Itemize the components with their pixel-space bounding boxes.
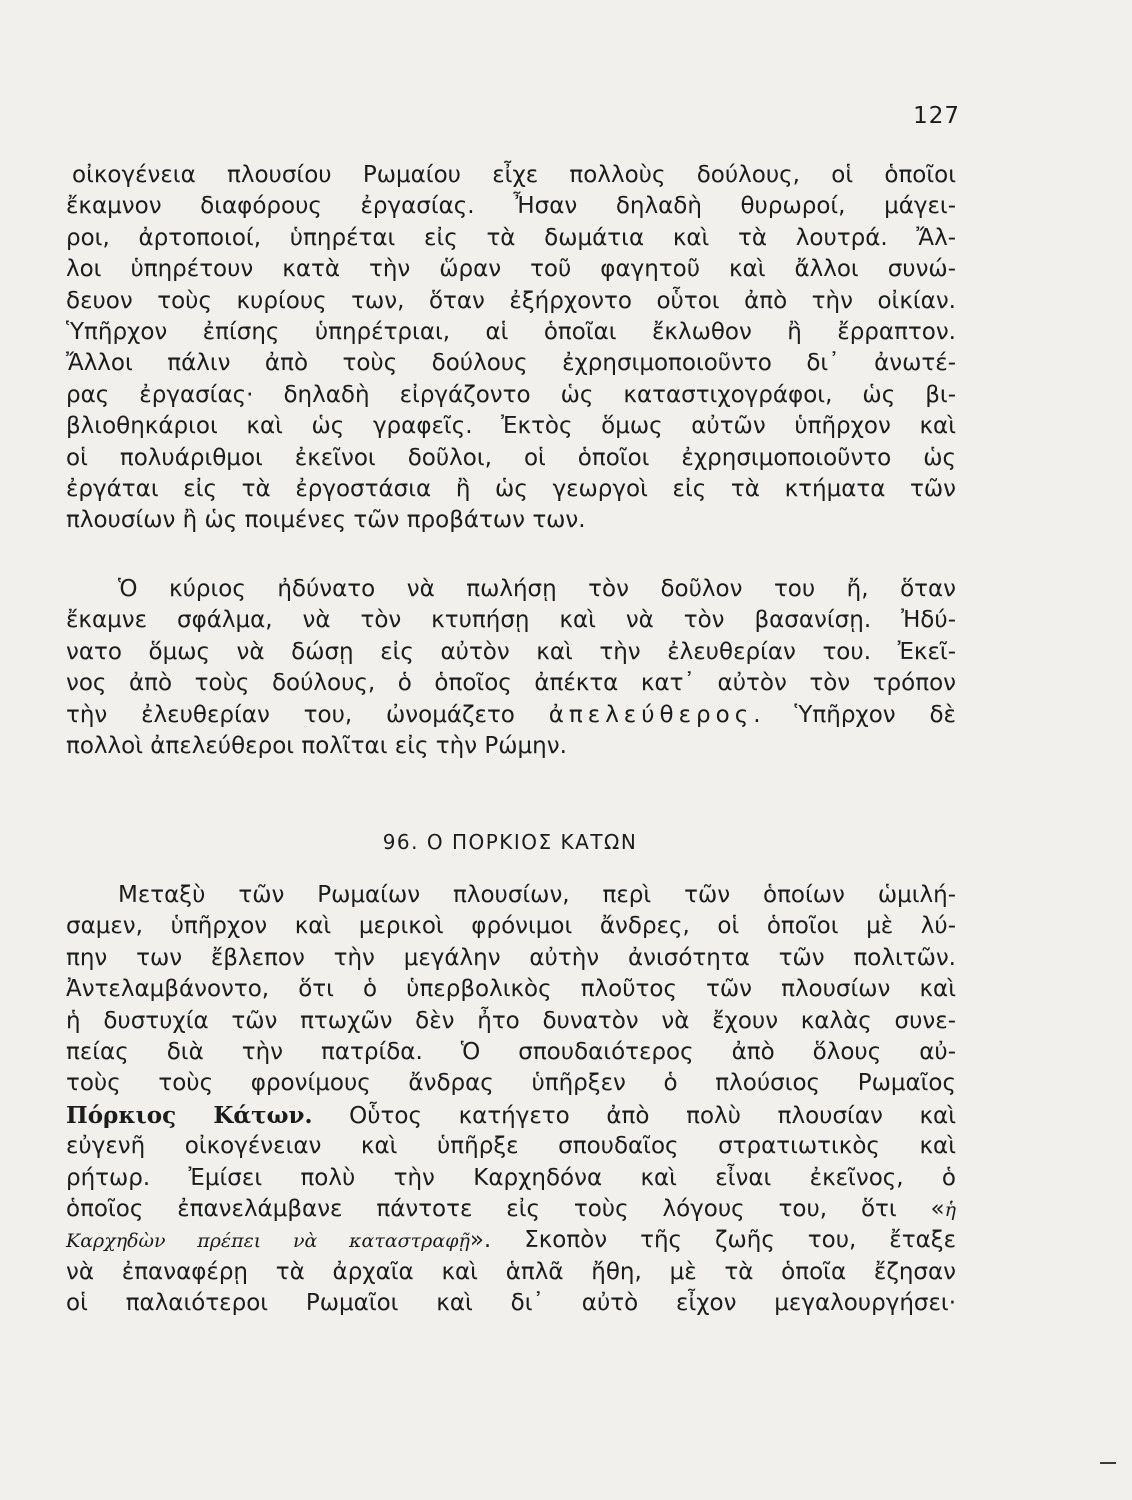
text-line: ἔκαμνον διαφόρους ἐργασίας. Ἦσαν δηλαδὴ θυρωροί, μάγει- [66,193,956,220]
text-run: ὁποῖος ἐπανελάμβανε πάντοτε εἰς τοὺς λόγους του, ὅτι « [66,1195,945,1222]
text-line: πολλοὶ ἀπελεύθεροι πολῖται εἰς τὴν Ρώμην. [66,732,567,759]
paragraph-porcius-cato [66,880,956,1319]
text-line: οἱ παλαιότεροι Ρωμαῖοι καὶ δι᾽ αὐτὸ εἶχον μεγαλουργήσει· [66,1290,956,1317]
text-line: εὐγενῆ οἰκογένειαν καὶ ὑπῆρξε σπουδαῖος στρατιωτικὸς καὶ [66,1133,956,1160]
text-line: Ὑπῆρχον ἐπίσης ὑπηρέτριαι, αἱ ὁποῖαι ἔκλωθον ἢ ἔρραπτον. [66,318,956,345]
text-line: ἐργάται εἰς τὰ ἐργοστάσια ἢ ὡς γεωργοὶ εἰς τὰ κτήματα τῶν [66,475,956,502]
text-line: οἱ πολυάριθμοι ἐκεῖνοι δοῦλοι, οἱ ὁποῖοι ἐχρησιμοποιοῦντο ὡς [66,444,956,471]
spaced-term: ἀπελεύθερος [548,701,754,728]
text-line: νος ἀπὸ τοὺς δούλους, ὁ ὁποῖος ἀπέκτα κατ᾽ αὐτὸν τὸν τρόπον [66,670,956,697]
text-line: Μεταξὺ τῶν Ρωμαίων πλουσίων, περὶ τῶν ὁποίων ὡμιλή- [118,882,956,908]
italic-quote: ἡ [944,1198,956,1221]
text-line: ρήτωρ. Ἐμίσει πολὺ τὴν Καρχηδόνα καὶ εἶναι ἐκεῖνος, ὁ [66,1164,956,1191]
text-line: Ἀντελαμβάνοντο, ὅτι ὁ ὑπερβολικὸς πλοῦτος τῶν πλουσίων καὶ [66,976,956,1003]
paragraph-freedmen [66,574,956,762]
text-line [66,1100,956,1131]
text-line: Ὁ κύριος ἠδύνατο νὰ πωλήσῃ τὸν δοῦλον του ἤ, ὅταν [118,576,956,602]
text-line: ροι, ἀρτοποιοί, ὑπηρέται εἰς τὰ δωμάτια καὶ τὰ λουτρά. Ἄλ- [66,224,956,251]
text-line: πλουσίων ἢ ὡς ποιμένες τῶν προβάτων των. [66,507,586,534]
text-run: . Ὑπῆρχον δὲ [753,701,956,728]
text-line: οἰκογένεια πλουσίου Ρωμαίου εἶχε πολλοὺς δούλους, οἱ ὁποῖοι [72,162,956,188]
page-number: 127 [913,103,960,129]
text-line [66,1225,956,1256]
text-line: Ἄλλοι πάλιν ἀπὸ τοὺς δούλους ἐχρησιμοποιοῦντο δι᾽ ἀνωτέ- [66,350,956,377]
text-line: ἡ δυστυχία τῶν πτωχῶν δὲν ἦτο δυνατὸν νὰ ἔχουν καλὰς συνε- [66,1007,956,1034]
text-line: πείας διὰ τὴν πατρίδα. Ὁ σπουδαιότερος ἀπὸ ὅλους αὐ- [66,1038,956,1065]
text-run: ». Σκοπὸν τῆς ζωῆς του, ἔταξε [469,1227,957,1254]
text-line: πην των ἔβλεπον τὴν μεγάλην αὐτὴν ἀνισότητα τῶν πολιτῶν. [66,944,956,971]
text-line: ρας ἐργασίας· δηλαδὴ εἰργάζοντο ὡς καταστιχογράφοι, ὡς βι- [66,381,956,408]
text-line: ἔκαμνε σφάλμα, νὰ τὸν κτυπήσῃ καὶ νὰ τὸν βασανίσῃ. Ἠδύ- [66,607,956,634]
text-line [66,700,956,731]
text-line: νατο ὅμως νὰ δώσῃ εἰς αὐτὸν καὶ τὴν ἐλευθερίαν του. Ἐκεῖ- [66,638,956,665]
person-name-bold: Πόρκιος Κάτων. [66,1101,313,1129]
text-line: βλιοθηκάριοι καὶ ὡς γραφεῖς. Ἐκτὸς ὅμως αὐτῶν ὑπῆρχον καὶ [66,413,956,440]
text-line: νὰ ἐπαναφέρῃ τὰ ἀρχαῖα καὶ ἁπλᾶ ἤθη, μὲ τὰ ὁποῖα ἔζησαν [66,1258,956,1285]
text-run: Οὗτος κατήγετο ἀπὸ πολὺ πλουσίαν καὶ [312,1102,956,1129]
scan-mark [1100,1462,1116,1464]
text-line [66,1194,956,1225]
paragraph-slaves-duties [66,160,956,537]
section-heading: 96. Ο ΠΟΡΚΙΟΣ ΚΑΤΩΝ [382,830,638,854]
italic-quote: Καρχηδὼν πρέπει νὰ καταστραφῇ [66,1230,470,1253]
text-line: τοὺς τοὺς φρονίμους ἄνδρας ὑπῆρξεν ὁ πλούσιος Ρωμαῖος [66,1070,956,1097]
text-line: δευον τοὺς κυρίους των, ὅταν ἐξήρχοντο οὗτοι ἀπὸ τὴν οἰκίαν. [66,287,956,314]
text-line: σαμεν, ὑπῆρχον καὶ μερικοὶ φρόνιμοι ἄνδρες, οἱ ὁποῖοι μὲ λύ- [66,913,956,940]
text-run: τὴν ἐλευθερίαν του, ὠνομάζετο [66,701,549,728]
text-line: λοι ὑπηρέτουν κατὰ τὴν ὥραν τοῦ φαγητοῦ καὶ ἄλλοι συνώ- [66,256,956,283]
